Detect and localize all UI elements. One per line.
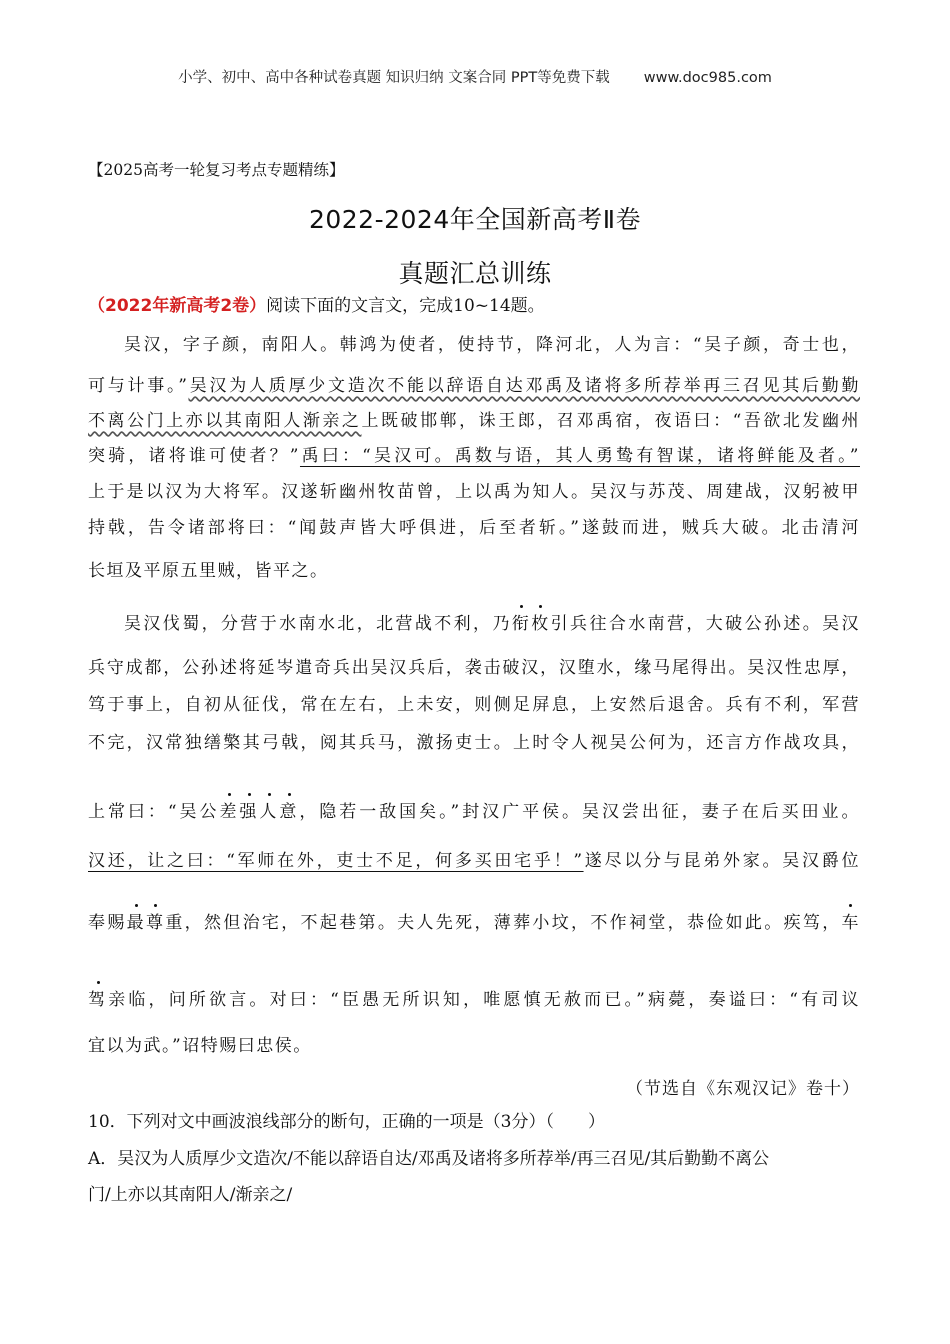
passage-source-note: （节选自《东观汉记》卷十） (626, 1079, 860, 1099)
intro-text: 阅读下面的文言文，完成10~14题。 (266, 296, 545, 316)
dotted-char: 衔 (511, 614, 532, 634)
page-title: 2022-2024年全国新高考Ⅱ卷 (308, 205, 642, 234)
header-text: 小学、初中、高中各种试卷真题 知识归纳 文案合同 PPT等免费下载 (178, 70, 610, 86)
passage-line: 持戟，告令诸部将曰：“闻鼓声皆大呼俱进，后至者斩。”遂鼓而进，贼兵大破。北击清河 (88, 518, 860, 538)
wavy-underlined-text: 吴汉为人质厚少文造次不能以辞语自达邓禹及诸将多所荐举再三召见其后勤勤 (188, 376, 860, 396)
passage-line: 汉还，让之曰：“军师在外，吏士不足，何多买田宅乎！”遂尽以分与昆弟外家。吴汉爵位 (88, 851, 860, 871)
passage-line: 不完，汉常独缮檠其弓戟，阅其兵马，激扬吏士。上时令人视吴公何为，还言方作战攻具， (88, 733, 860, 753)
series-tag: 【2025高考一轮复习考点专题精练】 (88, 161, 345, 179)
passage-line: 上常曰：“吴公差强人意，隐若一敌国矣。”封汉广平侯。吴汉尝出征，妻子在后买田业。 (88, 802, 861, 822)
wavy-underlined-text: 不离公门上亦以其南阳人渐亲之 (88, 411, 362, 431)
passage-line: 长垣及平原五里贼，皆平之。 (88, 561, 329, 581)
passage-line: 可与计事。”吴汉为人质厚少文造次不能以辞语自达邓禹及诸将多所荐举再三召见其后勤勤 (88, 376, 860, 396)
exam-source: （2022年新高考2卷） (88, 296, 267, 316)
passage-line: 突骑，诸将谁可使者？”禹曰：“吴汉可。禹数与语，其人勇鸷有智谋，诸将鲜能及者。” (88, 446, 860, 466)
dotted-char: 枚 (531, 614, 551, 634)
question-stem: 10．下列对文中画波浪线部分的断句，正确的一项是（3分）（ ） (88, 1112, 605, 1132)
passage-line: 不离公门上亦以其南阳人渐亲之上既破邯郸，诛王郎，召邓禹宿，夜语曰：“吾欲北发幽州 (88, 411, 860, 431)
passage-line: 奉赐最尊重，然但治宅，不起巷第。夫人先死，薄葬小坟，不作祠堂，恭俭如此。疾笃，车 (88, 913, 861, 933)
passage-line: 笃于事上，自初从征伐，常在左右，上未安，则侧足屏息，上安然后退舍。兵有不利，军营 (88, 695, 860, 715)
dotted-char: 意 (279, 802, 300, 822)
dotted-char: 驾 (88, 990, 109, 1010)
dotted-char: 尊 (145, 913, 166, 933)
passage-line: 兵守成都，公孙述将延岑遣奇兵出吴汉兵后，袭击破汉，汉堕水，缘马尾得出。吴汉性忠厚， (88, 658, 860, 678)
passage-intro (88, 291, 545, 316)
underlined-sentence: 汉还，让之曰：“军师在外，吏士不足，何多买田宅乎！” (88, 851, 584, 871)
dotted-char: 人 (259, 802, 280, 822)
passage-line: 上于是以汉为大将军。汉遂斩幽州牧苗曾，上以禹为知人。吴汉与苏茂、周建战，汉躬被甲 (88, 482, 860, 502)
passage-line: 宜以为武。”诏特赐曰忠侯。 (88, 1036, 312, 1056)
page-header (0, 66, 950, 87)
page-subtitle: 真题汇总训练 (398, 259, 552, 288)
dotted-char: 强 (239, 802, 260, 822)
dotted-char: 最 (126, 913, 146, 933)
dotted-char: 车 (841, 913, 861, 933)
underlined-sentence: 禹曰：“吴汉可。禹数与语，其人勇鸷有智谋，诸将鲜能及者。” (299, 446, 860, 466)
passage-line: 驾亲临，问所欲言。对曰：“臣愚无所识知，唯愿慎无赦而已。”病薨，奏谥曰：“有司议 (88, 990, 861, 1010)
option-a-line1: A．吴汉为人质厚少文造次/不能以辞语自达/邓禹及诸将多所荐举/再三召见/其后勤勤不离公 (88, 1149, 770, 1169)
passage-line: 吴汉，字子颜，南阳人。韩鸿为使者，使持节，降河北，人为言：“吴子颜，奇士也， (124, 335, 860, 355)
passage-line: 吴汉伐蜀，分营于水南水北，北营战不利，乃衔枚引兵往合水南营，大破公孙述。吴汉 (124, 614, 861, 634)
header-site-link[interactable]: www.doc985.com (643, 70, 772, 86)
dotted-char: 差 (219, 802, 240, 822)
option-a-line2: 门/上亦以其南阳人/渐亲之/ (88, 1185, 293, 1205)
